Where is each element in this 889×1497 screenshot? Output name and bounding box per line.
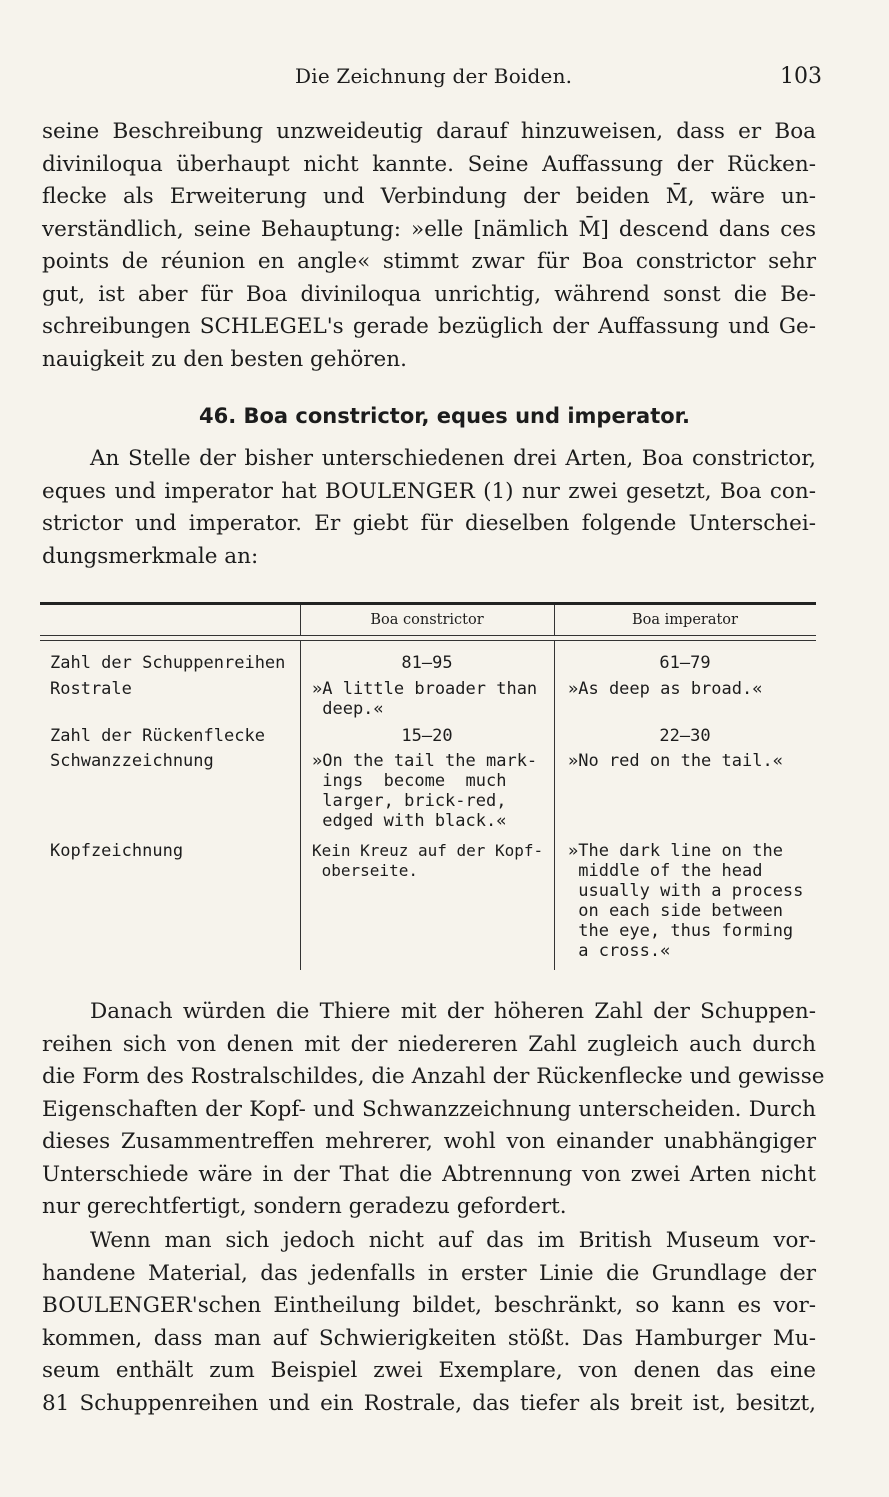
text-line: schreibungen SCHLEGEL's gerade bezüglich der Auffassung und Ge- — [42, 314, 816, 339]
paragraph-3 — [42, 996, 825, 1224]
page-number: 103 — [780, 64, 822, 89]
running-header-title: Die Zeichnung der Boiden. — [295, 64, 573, 88]
column-header-boa-constrictor: Boa constrictor — [370, 612, 484, 628]
text-line: nur gerechtfertigt, sondern geradezu gefordert. — [42, 1194, 567, 1219]
table-cell: »On the tail the mark- ings become much larger, brick-red, edged with black.« — [312, 751, 538, 831]
text-line: Wenn man sich jedoch nicht auf das im British Museum vor- — [90, 1228, 816, 1253]
text-line: reihen sich von denen mit der niedereren Zahl zugleich auch durch — [42, 1031, 816, 1057]
row-label: Kopfzeichnung — [50, 841, 184, 861]
text-line: Unterschiede wäre in der That die Abtrennung von zwei Arten nicht — [42, 1161, 816, 1187]
text-line: verständlich, seine Behauptung: »elle [nämlich M̄] descend dans ces — [42, 216, 816, 242]
table-cell: »A little broader than deep.« — [312, 679, 538, 719]
paragraph-4 — [42, 1225, 816, 1420]
row-label: Zahl der Rückenflecke — [50, 726, 265, 746]
table-cell: 15—20 — [401, 726, 453, 746]
table-cell: 22—30 — [659, 726, 711, 746]
section-heading: 46. Boa constrictor, eques und imperator. — [198, 404, 691, 428]
text-line: Danach würden die Thiere mit der höheren Zahl der Schuppen- — [90, 999, 816, 1024]
row-label: Rostrale — [50, 679, 132, 699]
row-label: Zahl der Schuppenreihen — [50, 653, 286, 673]
text-line: points de réunion en angle« stimmt zwar für Boa constrictor sehr — [42, 249, 816, 274]
column-divider — [554, 640, 555, 970]
table-cell: 61—79 — [659, 653, 711, 673]
text-line: dieses Zusammentreffen mehrerer, wohl von einander unabhängiger — [42, 1129, 816, 1154]
table-cell: 81—95 — [401, 653, 453, 673]
text-line: seum enthält zum Beispiel zwei Exemplare, von denen das eine — [42, 1358, 816, 1383]
text-line: flecke als Erweiterung und Verbindung der beiden M̄, wäre un- — [42, 184, 816, 209]
table-cell: »No red on the tail.« — [568, 751, 783, 771]
table-top-rule — [40, 602, 816, 605]
column-header-boa-imperator: Boa imperator — [632, 612, 738, 628]
text-line: kommen, dass man auf Schwierigkeiten stößt. Das Hamburger Mu- — [42, 1325, 816, 1351]
table-cell: »The dark line on the middle of the head usually with a process on each side between the eye, thus forming a cross.« — [568, 841, 804, 961]
text-line: seine Beschreibung unzweideutig darauf hinzuweisen, dass er Boa — [42, 119, 816, 144]
text-line: 81 Schuppenreihen und ein Rostrale, das tiefer als breit ist, besitzt, — [42, 1390, 816, 1416]
text-line: diviniloqua überhaupt nicht kannte. Seine Auffassung der Rücken- — [42, 151, 816, 177]
text-line: An Stelle der bisher unterschiedenen drei Arten, Boa constrictor, — [90, 446, 816, 471]
text-line: Eigenschaften der Kopf- und Schwanzzeichnung unterscheiden. Durch — [42, 1096, 816, 1122]
text-line: BOULENGER'schen Eintheilung bildet, beschränkt, so kann es vor- — [42, 1293, 816, 1318]
text-line: gut, ist aber für Boa diviniloqua unrichtig, während sonst die Be- — [42, 281, 816, 307]
text-line: die Form des Rostralschildes, die Anzahl der Rückenflecke und gewisse — [42, 1064, 825, 1089]
text-line: strictor und imperator. Er giebt für dieselben folgende Unterschei- — [42, 511, 816, 536]
text-line: eques und imperator hat BOULENGER (1) nur zwei gesetzt, Boa con- — [42, 478, 816, 504]
column-divider — [300, 640, 301, 970]
table-cell: Kein Kreuz auf der Kopf- oberseite. — [312, 841, 544, 880]
paragraph-2 — [42, 443, 816, 573]
table-cell: »As deep as broad.« — [568, 679, 763, 699]
table-header-rule — [40, 635, 816, 641]
text-line: handene Material, das jedenfalls in erster Linie die Grundlage der — [42, 1260, 816, 1286]
paragraph-1 — [42, 116, 816, 376]
row-label: Schwanzzeichnung — [50, 751, 214, 771]
text-line: dungsmerkmale an: — [42, 543, 259, 569]
text-line: nauigkeit zu den besten gehören. — [42, 346, 407, 372]
